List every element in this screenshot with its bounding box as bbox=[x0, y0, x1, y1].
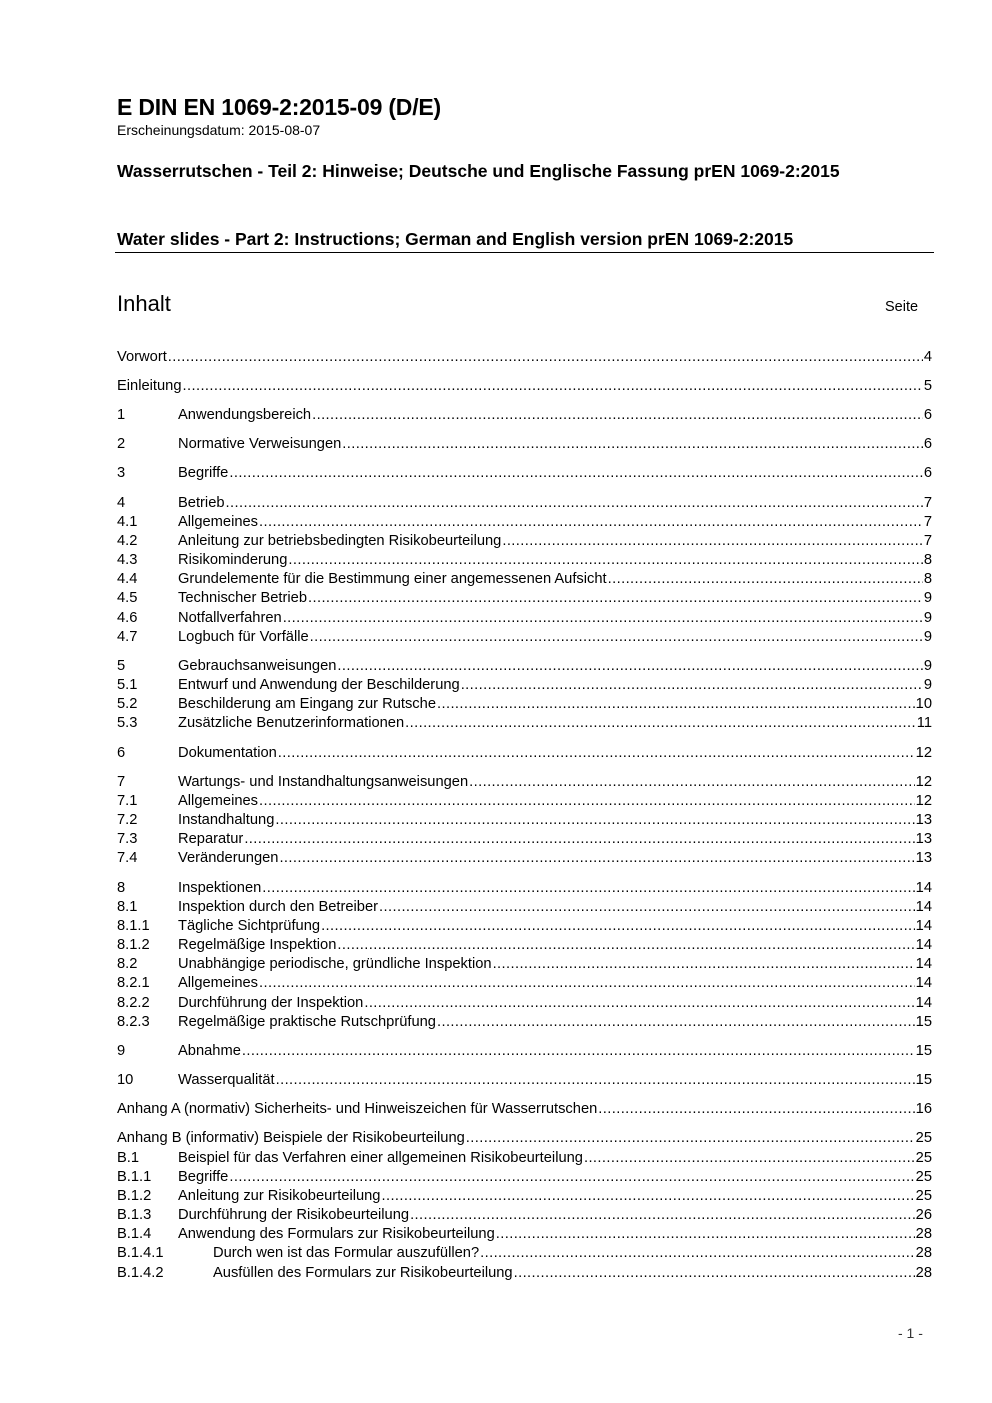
title-german: Wasserrutschen - Teil 2: Hinweise; Deutsche und Englische Fassung prEN 1069-2:2015 bbox=[117, 161, 840, 181]
toc-entry-number: 8.2.3 bbox=[117, 1014, 150, 1030]
toc-entry-title: Durchführung der Risikobeurteilung bbox=[178, 1207, 410, 1223]
toc-entry-page: 8 bbox=[923, 571, 932, 587]
toc-entry-title: Tägliche Sichtprüfung bbox=[178, 918, 321, 934]
toc-entry[interactable] bbox=[117, 1100, 932, 1118]
toc-dot-leader bbox=[183, 377, 923, 395]
toc-dot-leader bbox=[259, 974, 915, 992]
toc-entry-number: 7.4 bbox=[117, 850, 138, 866]
toc-entry-title: Begriffe bbox=[178, 465, 229, 481]
toc-entry-title: Instandhaltung bbox=[178, 812, 275, 828]
toc-dot-leader bbox=[493, 955, 915, 973]
toc-entry[interactable] bbox=[117, 1206, 932, 1224]
toc-entry-number: 4.5 bbox=[117, 590, 138, 606]
toc-dot-leader bbox=[466, 1129, 915, 1147]
toc-entry-title: Beschilderung am Eingang zur Rutsche bbox=[178, 696, 436, 712]
toc-entry-title: Zusätzliche Benutzerinformationen bbox=[178, 715, 405, 731]
toc-entry-number: 4 bbox=[117, 495, 126, 511]
toc-entry[interactable] bbox=[117, 955, 932, 973]
toc-entry-page: 9 bbox=[923, 629, 932, 645]
toc-dot-leader bbox=[259, 792, 915, 810]
toc-page-column-label: Seite bbox=[885, 299, 919, 315]
toc-entry-page: 12 bbox=[915, 793, 932, 809]
toc-entry[interactable] bbox=[117, 994, 932, 1012]
toc-entry[interactable] bbox=[117, 1071, 932, 1089]
toc-entry-number: B.1.1 bbox=[117, 1169, 152, 1185]
toc-entry[interactable] bbox=[117, 974, 932, 992]
toc-entry[interactable] bbox=[117, 532, 932, 550]
toc-entry-page: 15 bbox=[915, 1043, 932, 1059]
toc-entry-page: 14 bbox=[915, 899, 932, 915]
toc-entry[interactable] bbox=[117, 464, 932, 482]
toc-entry-number: 4.2 bbox=[117, 533, 138, 549]
toc-entry-page: 14 bbox=[915, 995, 932, 1011]
toc-entry-page: 25 bbox=[915, 1188, 932, 1204]
toc-dot-leader bbox=[279, 849, 914, 867]
toc-entry[interactable] bbox=[117, 792, 932, 810]
toc-dot-leader bbox=[461, 676, 923, 694]
toc-dot-leader bbox=[226, 494, 923, 512]
toc-entry-title: Anwendung des Formulars zur Risikobeurteilung bbox=[178, 1226, 495, 1242]
toc-entry[interactable] bbox=[117, 589, 932, 607]
toc-entry-title: Ausfüllen des Formulars zur Risikobeurteilung bbox=[213, 1265, 513, 1281]
toc-entry-title: Dokumentation bbox=[178, 745, 277, 761]
toc-dot-leader bbox=[275, 811, 914, 829]
toc-entry[interactable] bbox=[117, 1013, 932, 1031]
toc-dot-leader bbox=[229, 1168, 914, 1186]
toc-entry-number: 4.1 bbox=[117, 514, 138, 530]
toc-entry-number: 6 bbox=[117, 745, 126, 761]
toc-entry-number: 2 bbox=[117, 436, 126, 452]
toc-entry-title: Grundelemente für die Bestimmung einer angemessenen Aufsicht bbox=[178, 571, 607, 587]
toc-entry-number: 1 bbox=[117, 407, 126, 423]
toc-entry-page: 13 bbox=[915, 812, 932, 828]
toc-entry-title: Inspektionen bbox=[178, 880, 262, 896]
toc-entry[interactable] bbox=[117, 773, 932, 791]
toc-entry-title: Beispiel für das Verfahren einer allgemeinen Risikobeurteilung bbox=[178, 1150, 583, 1166]
toc-heading: Inhalt bbox=[117, 291, 171, 316]
toc-entry[interactable] bbox=[117, 494, 932, 512]
toc-entry[interactable] bbox=[117, 1129, 932, 1147]
toc-entry[interactable] bbox=[117, 1244, 932, 1262]
toc-entry-number: B.1.4 bbox=[117, 1226, 152, 1242]
toc-entry[interactable] bbox=[117, 1149, 932, 1167]
toc-entry-title: Einleitung bbox=[117, 378, 182, 394]
toc-entry-title: Abnahme bbox=[178, 1043, 241, 1059]
toc-entry-title: Notfallverfahren bbox=[178, 610, 282, 626]
toc-entry-page: 4 bbox=[923, 349, 932, 365]
toc-entry-title: Gebrauchsanweisungen bbox=[178, 658, 337, 674]
toc-entry[interactable] bbox=[117, 435, 932, 453]
toc-dot-leader bbox=[276, 1071, 915, 1089]
toc-dot-leader bbox=[308, 589, 923, 607]
toc-entry-number: 7.2 bbox=[117, 812, 138, 828]
toc-entry-page: 13 bbox=[915, 831, 932, 847]
toc-entry-number: B.1.3 bbox=[117, 1207, 152, 1223]
toc-entry-title: Regelmäßige Inspektion bbox=[178, 937, 337, 953]
toc-entry-number: 4.7 bbox=[117, 629, 138, 645]
title-divider bbox=[115, 252, 934, 253]
toc-dot-leader bbox=[278, 744, 915, 762]
toc-entry-title: Durchführung der Inspektion bbox=[178, 995, 364, 1011]
toc-entry-number: B.1 bbox=[117, 1150, 140, 1166]
toc-entry-number: 8.2.2 bbox=[117, 995, 150, 1011]
toc-entry[interactable] bbox=[117, 879, 932, 897]
toc-dot-leader bbox=[342, 435, 923, 453]
toc-dot-leader bbox=[598, 1100, 914, 1118]
toc-entry-number: 8.1.2 bbox=[117, 937, 150, 953]
toc-entry-title: Anhang B (informativ) Beispiele der Risikobeurteilung bbox=[117, 1130, 465, 1146]
toc-entry-page: 14 bbox=[915, 937, 932, 953]
toc-entry[interactable] bbox=[117, 628, 932, 646]
toc-entry-page: 14 bbox=[915, 880, 932, 896]
toc-entry-title: Unabhängige periodische, gründliche Inspektion bbox=[178, 956, 492, 972]
toc-entry-page: 9 bbox=[923, 590, 932, 606]
toc-dot-leader bbox=[480, 1244, 915, 1262]
toc-entry-page: 15 bbox=[915, 1072, 932, 1088]
toc-entry-title: Wartungs- und Instandhaltungsanweisungen bbox=[178, 774, 469, 790]
toc-entry-title: Risikominderung bbox=[178, 552, 288, 568]
toc-entry-number: 5 bbox=[117, 658, 126, 674]
toc-entry[interactable] bbox=[117, 377, 932, 395]
toc-entry[interactable] bbox=[117, 744, 932, 762]
toc-entry[interactable] bbox=[117, 695, 932, 713]
toc-entry-number: 4.3 bbox=[117, 552, 138, 568]
toc-entry-title: Anhang A (normativ) Sicherheits- und Hinweiszeichen für Wasserrutschen bbox=[117, 1101, 598, 1117]
toc-dot-leader bbox=[437, 695, 915, 713]
toc-dot-leader bbox=[259, 513, 923, 531]
toc-dot-leader bbox=[242, 1042, 915, 1060]
toc-entry[interactable] bbox=[117, 898, 932, 916]
toc-dot-leader bbox=[608, 570, 923, 588]
toc-entry-page: 10 bbox=[915, 696, 932, 712]
toc-entry-number: 5.1 bbox=[117, 677, 138, 693]
toc-entry[interactable] bbox=[117, 1042, 932, 1060]
toc-entry-number: 7 bbox=[117, 774, 126, 790]
toc-entry-number: 8.1 bbox=[117, 899, 138, 915]
toc-entry-page: 14 bbox=[915, 975, 932, 991]
toc-entry-number: 7.3 bbox=[117, 831, 138, 847]
toc-entry-page: 14 bbox=[915, 956, 932, 972]
toc-dot-leader bbox=[168, 348, 923, 366]
toc-entry-page: 7 bbox=[923, 533, 932, 549]
toc-entry-page: 7 bbox=[923, 514, 932, 530]
toc-entry[interactable] bbox=[117, 551, 932, 569]
toc-entry-title: Vorwort bbox=[117, 349, 167, 365]
toc-entry-title: Anleitung zur betriebsbedingten Risikobeurteilung bbox=[178, 533, 502, 549]
toc-entry-page: 14 bbox=[915, 918, 932, 934]
publication-date: Erscheinungsdatum: 2015-08-07 bbox=[117, 122, 321, 138]
toc-entry-title: Veränderungen bbox=[178, 850, 279, 866]
toc-entry-title: Regelmäßige praktische Rutschprüfung bbox=[178, 1014, 436, 1030]
toc-entry-page: 7 bbox=[923, 495, 932, 511]
toc-dot-leader bbox=[321, 917, 915, 935]
toc-dot-leader bbox=[262, 879, 914, 897]
toc-entry-page: 8 bbox=[923, 552, 932, 568]
toc-entry[interactable] bbox=[117, 1168, 932, 1186]
toc-entry-number: 5.3 bbox=[117, 715, 138, 731]
toc-entry[interactable] bbox=[117, 1225, 932, 1243]
toc-entry-page: 28 bbox=[915, 1226, 932, 1242]
toc-entry-page: 6 bbox=[923, 465, 932, 481]
toc-entry-number: 3 bbox=[117, 465, 126, 481]
toc-entry-page: 28 bbox=[915, 1245, 932, 1261]
toc-dot-leader bbox=[381, 1187, 914, 1205]
toc-entry-page: 25 bbox=[915, 1150, 932, 1166]
toc-dot-leader bbox=[514, 1264, 915, 1282]
toc-entry-number: B.1.4.2 bbox=[117, 1265, 164, 1281]
toc-entry-number: 4.4 bbox=[117, 571, 138, 587]
toc-entry-page: 6 bbox=[923, 436, 932, 452]
toc-dot-leader bbox=[337, 936, 914, 954]
toc-dot-leader bbox=[502, 532, 922, 550]
toc-entry-number: 5.2 bbox=[117, 696, 138, 712]
title-english: Water slides - Part 2: Instructions; German and English version prEN 1069-2:2015 bbox=[117, 229, 794, 249]
toc-entry-number: 8.1.1 bbox=[117, 918, 150, 934]
toc-entry-page: 16 bbox=[915, 1101, 932, 1117]
toc-dot-leader bbox=[584, 1149, 915, 1167]
toc-dot-leader bbox=[283, 609, 923, 627]
toc-entry-title: Allgemeines bbox=[178, 975, 259, 991]
toc-entry[interactable] bbox=[117, 849, 932, 867]
toc-entry-title: Inspektion durch den Betreiber bbox=[178, 899, 379, 915]
toc-entry-page: 12 bbox=[915, 774, 932, 790]
toc-entry[interactable] bbox=[117, 513, 932, 531]
toc-entry[interactable] bbox=[117, 1187, 932, 1205]
toc-dot-leader bbox=[405, 714, 916, 732]
toc-dot-leader bbox=[244, 830, 914, 848]
toc-entry-title: Allgemeines bbox=[178, 793, 259, 809]
toc-entry-title: Anwendungsbereich bbox=[178, 407, 312, 423]
toc-entry-number: 8 bbox=[117, 880, 126, 896]
toc-entry-title: Technischer Betrieb bbox=[178, 590, 307, 606]
toc-entry[interactable] bbox=[117, 917, 932, 935]
toc-entry-number: 10 bbox=[117, 1072, 134, 1088]
toc-entry-page: 25 bbox=[915, 1130, 932, 1146]
toc-entry[interactable] bbox=[117, 830, 932, 848]
toc-entry-page: 28 bbox=[915, 1265, 932, 1281]
toc-dot-leader bbox=[496, 1225, 915, 1243]
toc-entry-number: B.1.4.1 bbox=[117, 1245, 164, 1261]
toc-entry-page: 12 bbox=[915, 745, 932, 761]
toc-entry-page: 11 bbox=[916, 715, 932, 731]
toc-entry-page: 5 bbox=[923, 378, 932, 394]
toc-entry-title: Entwurf und Anwendung der Beschilderung bbox=[178, 677, 460, 693]
toc-entry-page: 26 bbox=[915, 1207, 932, 1223]
toc-entry-title: Logbuch für Vorfälle bbox=[178, 629, 309, 645]
toc-entry-page: 6 bbox=[923, 407, 932, 423]
toc-entry-page: 25 bbox=[915, 1169, 932, 1185]
toc-dot-leader bbox=[310, 628, 923, 646]
page-number: - 1 - bbox=[898, 1325, 923, 1341]
toc-entry[interactable] bbox=[117, 406, 932, 424]
toc-entry-title: Anleitung zur Risikobeurteilung bbox=[178, 1188, 381, 1204]
toc-entry-title: Betrieb bbox=[178, 495, 225, 511]
toc-dot-leader bbox=[437, 1013, 915, 1031]
toc-entry-title: Durch wen ist das Formular auszufüllen? bbox=[213, 1245, 480, 1261]
toc-entry-page: 13 bbox=[915, 850, 932, 866]
toc-entry-number: 8.2 bbox=[117, 956, 138, 972]
toc-entry[interactable] bbox=[117, 609, 932, 627]
toc-entry[interactable] bbox=[117, 714, 932, 732]
toc-entry-number: 9 bbox=[117, 1043, 126, 1059]
toc-entry[interactable] bbox=[117, 1264, 932, 1282]
toc-dot-leader bbox=[364, 994, 914, 1012]
document-title: E DIN EN 1069-2:2015-09 (D/E) bbox=[117, 94, 442, 120]
toc-dot-leader bbox=[288, 551, 922, 569]
toc-entry-title: Reparatur bbox=[178, 831, 244, 847]
toc-entry[interactable] bbox=[117, 570, 932, 588]
toc-entry-page: 9 bbox=[923, 677, 932, 693]
toc-dot-leader bbox=[379, 898, 915, 916]
toc-entry-number: 4.6 bbox=[117, 610, 138, 626]
toc-entry-page: 9 bbox=[923, 610, 932, 626]
toc-dot-leader bbox=[410, 1206, 915, 1224]
toc-dot-leader bbox=[337, 657, 922, 675]
toc-entry-title: Normative Verweisungen bbox=[178, 436, 342, 452]
toc-entry-number: 7.1 bbox=[117, 793, 138, 809]
toc-entry-page: 9 bbox=[923, 658, 932, 674]
toc-entry-title: Allgemeines bbox=[178, 514, 259, 530]
toc-entry-title: Begriffe bbox=[178, 1169, 229, 1185]
toc-dot-leader bbox=[312, 406, 923, 424]
toc-entry-page: 15 bbox=[915, 1014, 932, 1030]
toc-entry[interactable] bbox=[117, 657, 932, 675]
toc-dot-leader bbox=[229, 464, 922, 482]
toc-entry[interactable] bbox=[117, 936, 932, 954]
toc-entry-number: 8.2.1 bbox=[117, 975, 150, 991]
toc-dot-leader bbox=[469, 773, 915, 791]
toc-entry[interactable] bbox=[117, 811, 932, 829]
toc-entry[interactable] bbox=[117, 676, 932, 694]
toc-entry-number: B.1.2 bbox=[117, 1188, 152, 1204]
toc-entry[interactable] bbox=[117, 348, 932, 366]
toc-entry-title: Wasserqualität bbox=[178, 1072, 275, 1088]
